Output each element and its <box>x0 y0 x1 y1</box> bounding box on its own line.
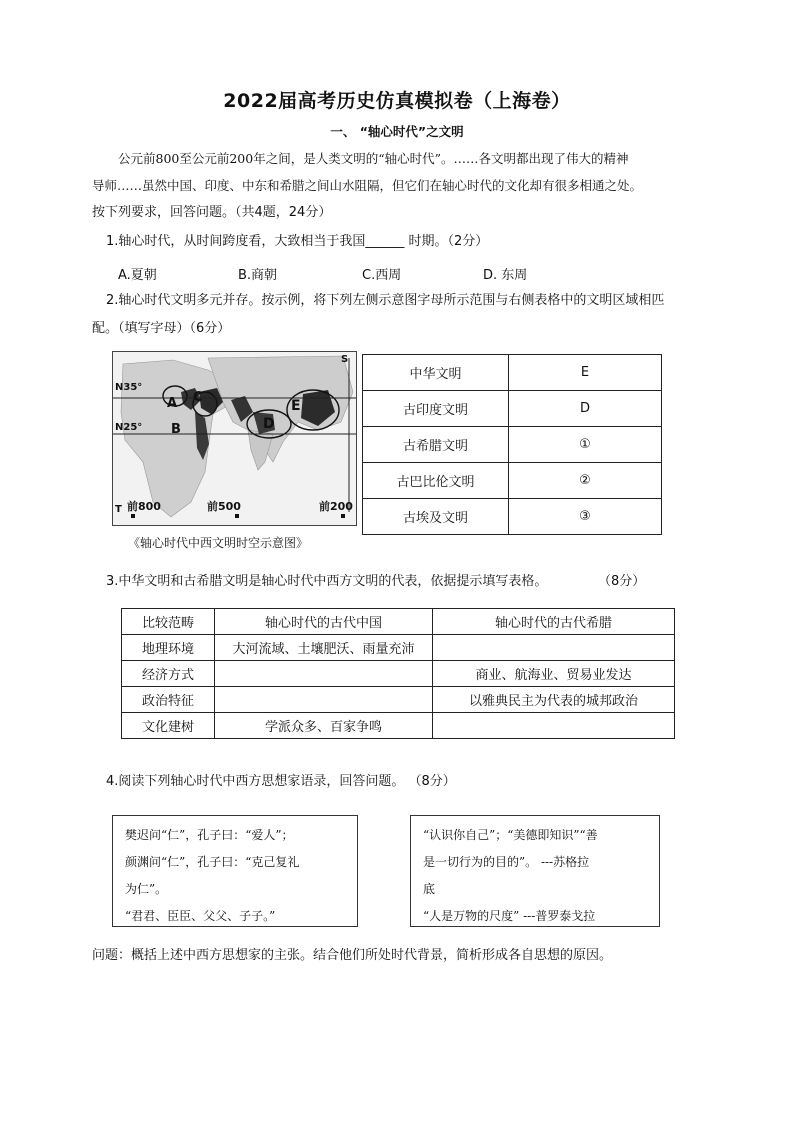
intro-line-1: 公元前800至公元前200年之间，是人类文明的“轴心时代”。……各文明都出现了伟大的精神 <box>118 151 629 166</box>
civilization-map <box>112 351 357 526</box>
quote-line: “认识你自己”；“美德即知识”“善 <box>423 828 598 842</box>
section-title: 一、 “轴心时代”之文明 <box>330 124 464 139</box>
quote-line: 底 <box>423 882 436 896</box>
quote-line: 颜渊问“仁”，孔子曰：“克己复礼 <box>125 855 300 869</box>
time-label-800: 前800 <box>127 500 161 513</box>
q1-option-c: C.西周 <box>362 268 402 283</box>
corner-label-t: T <box>115 504 122 515</box>
map-caption: 《轴心时代中西文明时空示意图》 <box>128 536 309 550</box>
page-title: 2022届高考历史仿真模拟卷（上海卷） <box>223 90 571 112</box>
civilization-name: 古巴比伦文明 <box>363 463 509 499</box>
quote-box-greece <box>410 815 660 927</box>
table-row <box>363 391 662 427</box>
region-label-c: C <box>193 390 203 405</box>
lat-label-n35: N35° <box>115 382 143 393</box>
intro-line-3: 按下列要求，回答问题。（共4题，24分） <box>92 205 332 220</box>
q3-points: （8分） <box>598 574 646 589</box>
q1-options <box>0 264 794 284</box>
civilization-answer: ③ <box>509 499 662 535</box>
table-row <box>363 355 662 391</box>
table-row <box>122 661 675 687</box>
region-label-d: D <box>263 416 275 432</box>
civilization-name: 古埃及文明 <box>363 499 509 535</box>
header-greece: 轴心时代的古代希腊 <box>433 609 675 635</box>
corner-label-s: S <box>341 354 349 365</box>
civilization-answer: E <box>509 355 662 391</box>
row-category: 经济方式 <box>122 661 215 687</box>
time-label-200: 前200 <box>319 500 353 513</box>
region-label-a: A <box>167 396 178 411</box>
q1-stem: 1.轴心时代，从时间跨度看，大致相当于我国______ 时期。（2分） <box>106 234 489 249</box>
table-row <box>122 687 675 713</box>
table-row <box>122 713 675 739</box>
quote-line: “人是万物的尺度” ---普罗泰戈拉 <box>423 909 596 923</box>
region-label-e: E <box>291 398 301 414</box>
time-label-500: 前500 <box>207 500 241 513</box>
intro-line-2: 导师……虽然中国、印度、中东和希腊之间山水阻隔，但它们在轴心时代的文化却有很多相通之处。 <box>92 178 643 193</box>
civilization-name: 中华文明 <box>363 355 509 391</box>
comparison-table <box>121 608 675 739</box>
header-category: 比较范畴 <box>122 609 215 635</box>
q4-question: 问题：概括上述中西方思想家的主张。结合他们所处时代背景，简析形成各自思想的原因。 <box>92 948 613 963</box>
table-row <box>363 427 662 463</box>
q2-stem-line-1: 2.轴心时代文明多元并存。按示例，将下列左侧示意图字母所示范围与右侧表格中的文明区域相匹 <box>106 293 665 308</box>
quote-line: 是一切行为的目的”。 ---苏格拉 <box>423 855 590 869</box>
q3-stem: 3.中华文明和古希腊文明是轴心时代中西方文明的代表，依据提示填写表格。 <box>106 574 548 589</box>
row-greece <box>433 635 675 661</box>
lat-label-n25: N25° <box>115 422 143 433</box>
civilization-match-table <box>362 354 662 535</box>
q1-option-a: A.夏朝 <box>118 268 157 283</box>
row-china <box>215 687 433 713</box>
civilization-name: 古印度文明 <box>363 391 509 427</box>
row-category: 文化建树 <box>122 713 215 739</box>
row-greece: 商业、航海业、贸易业发达 <box>433 661 675 687</box>
civilization-answer: ① <box>509 427 662 463</box>
q4-stem: 4.阅读下列轴心时代中西方思想家语录，回答问题。 （8分） <box>106 774 456 789</box>
row-category: 地理环境 <box>122 635 215 661</box>
civilization-answer: D <box>509 391 662 427</box>
quote-line: “君君、臣臣、父父、子子。” <box>125 909 276 923</box>
q1-option-d: D. 东周 <box>483 268 528 283</box>
row-greece: 以雅典民主为代表的城邦政治 <box>433 687 675 713</box>
row-china <box>215 661 433 687</box>
q2-stem-line-2: 配。（填写字母）（6分） <box>92 321 231 336</box>
quote-line: 樊迟问“仁”，孔子曰：“爱人”； <box>125 828 294 842</box>
table-row <box>122 635 675 661</box>
row-china: 学派众多、百家争鸣 <box>215 713 433 739</box>
row-china: 大河流域、土壤肥沃、雨量充沛 <box>215 635 433 661</box>
row-category: 政治特征 <box>122 687 215 713</box>
table-row <box>363 499 662 535</box>
region-label-b: B <box>171 422 181 437</box>
civilization-name: 古希腊文明 <box>363 427 509 463</box>
table-header-row <box>122 609 675 635</box>
quote-line: 为仁”。 <box>125 882 168 896</box>
header-china: 轴心时代的古代中国 <box>215 609 433 635</box>
quote-box-china <box>112 815 358 927</box>
table-row <box>363 463 662 499</box>
q1-option-b: B.商朝 <box>238 268 278 283</box>
row-greece <box>433 713 675 739</box>
civilization-answer: ② <box>509 463 662 499</box>
